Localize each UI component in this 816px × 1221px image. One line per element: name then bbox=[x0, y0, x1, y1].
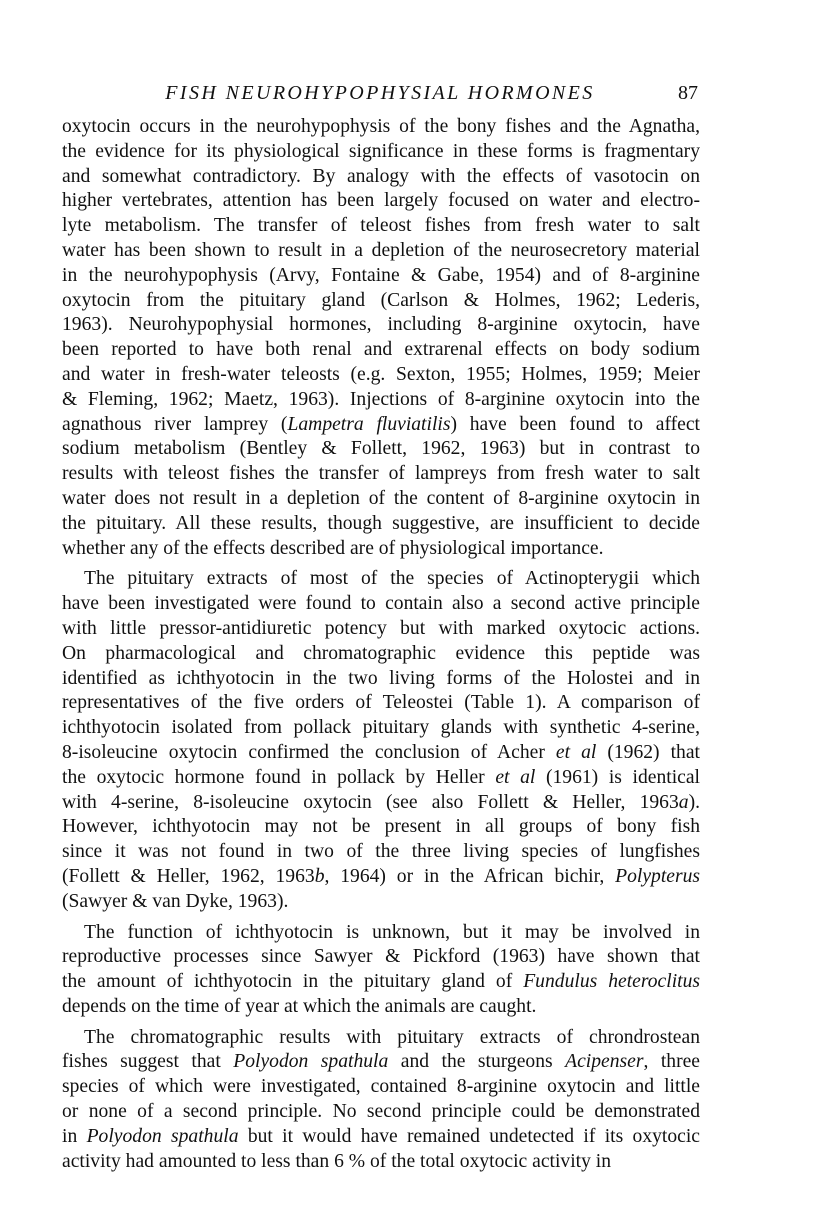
italic-term: et al bbox=[555, 741, 597, 763]
text-line: with 4-serine, 8-isoleucine oxytocin (see also Follett & Heller, 1963a). bbox=[62, 791, 700, 813]
text-line: lyte metabolism. The transfer of teleost fishes from fresh water to salt bbox=[62, 215, 700, 237]
running-title: FISH NEUROHYPOPHYSIAL HORMONES bbox=[165, 82, 595, 104]
text-line: The chromatographic results with pituitary extracts of chrondrostean bbox=[84, 1026, 700, 1048]
text-line: identified as ichthyotocin in the two living forms of the Holostei and in bbox=[62, 667, 700, 689]
italic-term: Fundulus heteroclitus bbox=[523, 971, 700, 993]
text-line: representatives of the five orders of Teleostei (Table 1). A comparison of bbox=[62, 692, 700, 714]
text-line: species of which were investigated, contained 8-arginine oxytocin and little bbox=[62, 1076, 700, 1098]
text-line: in the neurohypophysis (Arvy, Fontaine & Gabe, 1954) and of 8-arginine bbox=[62, 264, 700, 286]
text-line: & Fleming, 1962; Maetz, 1963). Injections of 8-arginine oxytocin into the bbox=[62, 388, 700, 410]
running-head bbox=[62, 82, 698, 110]
paragraph bbox=[62, 1026, 700, 1175]
text-line: the pituitary. All these results, though suggestive, are insufficient to decide bbox=[62, 512, 700, 534]
text-line: water has been shown to result in a depletion of the neurosecretory material bbox=[62, 239, 700, 261]
text-line: the oxytocic hormone found in pollack by Heller et al (1961) is identical bbox=[62, 766, 700, 788]
text-line: oxytocin occurs in the neurohypophysis of the bony fishes and the Agnatha, bbox=[62, 116, 700, 137]
text-line: and somewhat contradictory. By analogy with the effects of vasotocin on bbox=[62, 165, 700, 187]
text-line: The pituitary extracts of most of the species of Actinopterygii which bbox=[84, 568, 700, 590]
text-line: On pharmacological and chromatographic evidence this peptide was bbox=[62, 642, 700, 664]
text-line: and water in fresh-water teleosts (e.g. Sexton, 1955; Holmes, 1959; Meier bbox=[62, 363, 700, 385]
text-line: been reported to have both renal and extrarenal effects on body sodium bbox=[62, 339, 700, 361]
page-number: 87 bbox=[678, 82, 698, 104]
text-line: the amount of ichthyotocin in the pituitary gland of Fundulus heteroclitus bbox=[62, 971, 700, 993]
text-line: ichthyotocin isolated from pollack pituitary glands with synthetic 4-serine, bbox=[62, 717, 700, 739]
text-line: sodium metabolism (Bentley & Follett, 1962, 1963) but in contrast to bbox=[62, 438, 700, 460]
text-line: the evidence for its physiological significance in these forms is fragmentary bbox=[62, 140, 700, 162]
text-line: However, ichthyotocin may not be present in all groups of bony fish bbox=[62, 816, 700, 838]
text-line: reproductive processes since Sawyer & Pickford (1963) have shown that bbox=[62, 946, 700, 968]
text-line: in Polyodon spathula but it would have remained undetected if its oxytocic bbox=[62, 1125, 701, 1147]
italic-term: Polyodon spathula bbox=[86, 1125, 239, 1147]
text-line: whether any of the effects described are of physiological importance. bbox=[62, 537, 604, 559]
text-line: (Sawyer & van Dyke, 1963). bbox=[62, 890, 289, 912]
italic-term: Acipenser bbox=[565, 1051, 644, 1073]
italic-term: Lampetra fluviatilis bbox=[287, 413, 451, 435]
text-line: higher vertebrates, attention has been largely focused on water and electro- bbox=[62, 190, 700, 212]
text-line: since it was not found in two of the three living species of lungfishes bbox=[62, 841, 700, 863]
text-line: results with teleost fishes the transfer of lampreys from fresh water to salt bbox=[62, 463, 700, 485]
paragraph bbox=[62, 921, 700, 1020]
text-line: (Follett & Heller, 1962, 1963b, 1964) or in the African bichir, Polypterus bbox=[62, 865, 701, 887]
text-line: fishes suggest that Polyodon spathula and the sturgeons Acipenser, three bbox=[62, 1051, 700, 1073]
text-line: water does not result in a depletion of the content of 8-arginine oxytocin in bbox=[62, 487, 700, 509]
text-line: oxytocin from the pituitary gland (Carlson & Holmes, 1962; Lederis, bbox=[62, 289, 700, 311]
text-line: The function of ichthyotocin is unknown, but it may be involved in bbox=[84, 921, 700, 943]
text-line: depends on the time of year at which the animals are caught. bbox=[62, 995, 537, 1017]
text-line: agnathous river lamprey (Lampetra fluviatilis) have been found to affect bbox=[62, 413, 700, 435]
body-text bbox=[62, 115, 700, 1174]
text-line: 8-isoleucine oxytocin confirmed the conclusion of Acher et al (1962) that bbox=[62, 741, 700, 763]
text-line: activity had amounted to less than 6 % of the total oxytocic activity in bbox=[62, 1150, 612, 1172]
paragraph bbox=[62, 115, 700, 561]
text-line: 1963). Neurohypophysial hormones, including 8-arginine oxytocin, have bbox=[62, 314, 700, 336]
italic-term: Polypterus bbox=[615, 865, 701, 887]
text-line: have been investigated were found to contain also a second active principle bbox=[62, 593, 700, 615]
italic-term: Polyodon spathula bbox=[233, 1051, 389, 1073]
text-line: or none of a second principle. No second principle could be demonstrated bbox=[62, 1101, 700, 1123]
italic-term: et al bbox=[495, 766, 536, 788]
paragraph bbox=[62, 567, 700, 914]
italic-term: b bbox=[314, 865, 325, 887]
italic-term: a bbox=[678, 791, 689, 813]
text-line: with little pressor-antidiuretic potency but with marked oxytocic actions. bbox=[62, 617, 700, 639]
